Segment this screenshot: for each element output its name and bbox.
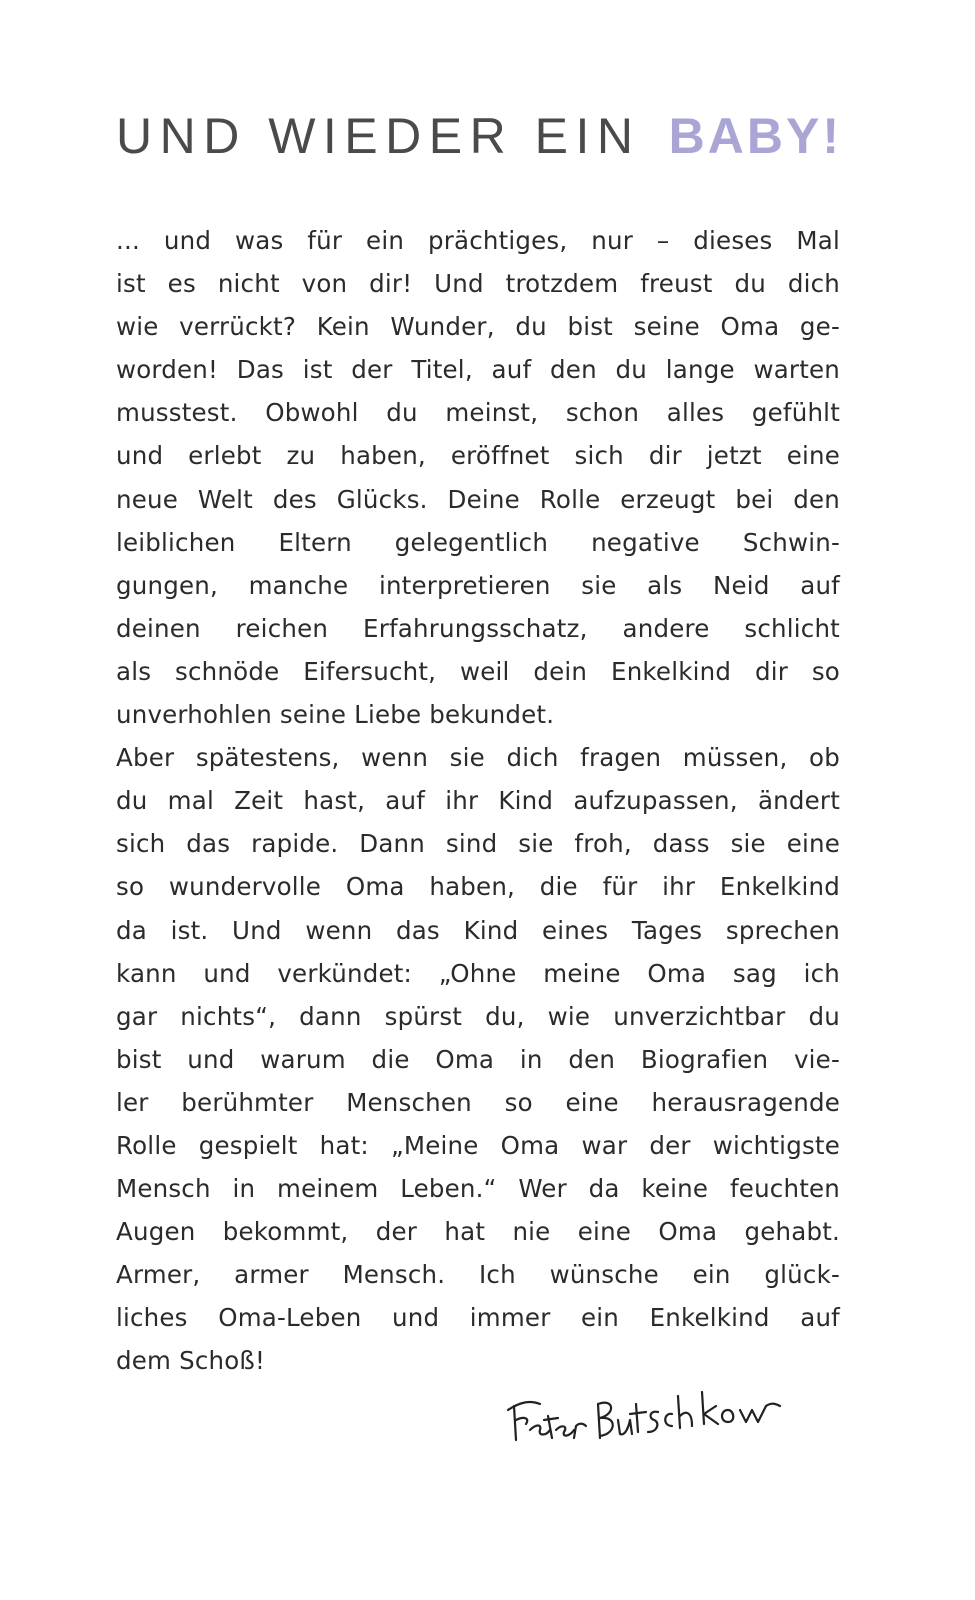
text-line: Augen bekommt, der hat nie eine Oma gehabt. (116, 1217, 840, 1247)
text-line: sich das rapide. Dann sind sie froh, dass sie eine (116, 829, 840, 859)
title-text: UND WIEDER EIN (116, 108, 641, 164)
text-line: du mal Zeit hast, auf ihr Kind aufzupassen, ändert (116, 786, 840, 816)
text-line: wie verrückt? Kein Wunder, du bist seine Oma ge- (116, 312, 840, 342)
text-line: neue Welt des Glücks. Deine Rolle erzeugt bei den (116, 484, 840, 514)
text-line: da ist. Und wenn das Kind eines Tages sprechen (116, 915, 840, 945)
text-line: gungen, manche interpretieren sie als Neid auf (116, 570, 840, 600)
text-line: Armer, armer Mensch. Ich wünsche ein glück- (116, 1260, 840, 1290)
text-line: ler berühmter Menschen so eine herausragende (116, 1087, 840, 1117)
text-line: worden! Das ist der Titel, auf den du lange warten (116, 355, 840, 385)
text-line: Rolle gespielt hat: „Meine Oma war der wichtigste (116, 1130, 840, 1160)
text-line: bist und warum die Oma in den Biografien vie- (116, 1044, 840, 1074)
signature (500, 1380, 790, 1450)
text-line: ... und was für ein prächtiges, nur – dieses Mal (116, 226, 840, 255)
text-line: und erlebt zu haben, eröffnet sich dir jetzt eine (116, 441, 840, 471)
text-line: musstest. Obwohl du meinst, schon alles gefühlt (116, 398, 840, 428)
text-line: so wundervolle Oma haben, die für ihr Enkelkind (116, 872, 840, 902)
page-title (116, 108, 842, 164)
title-accent: BABY! (668, 108, 842, 164)
text-line: gar nichts“, dann spürst du, wie unverzichtbar du (116, 1001, 840, 1031)
text-line: Aber spätestens, wenn sie dich fragen müssen, ob (116, 743, 840, 773)
text-line: unverhohlen seine Liebe bekundet. (116, 700, 555, 730)
text-line: ist es nicht von dir! Und trotzdem freust du dich (116, 269, 840, 299)
text-line: leiblichen Eltern gelegentlich negative Schwin- (116, 527, 840, 557)
text-line: deinen reichen Erfahrungsschatz, andere schlicht (116, 613, 840, 643)
text-line: Mensch in meinem Leben.“ Wer da keine feuchten (116, 1174, 840, 1204)
text-line: liches Oma-Leben und immer ein Enkelkind auf (116, 1303, 840, 1333)
text-line: dem Schoß! (116, 1346, 266, 1376)
body-text (116, 219, 840, 1383)
text-line: kann und verkündet: „Ohne meine Oma sag ich (116, 958, 840, 988)
text-line: als schnöde Eifersucht, weil dein Enkelkind dir so (116, 656, 840, 686)
